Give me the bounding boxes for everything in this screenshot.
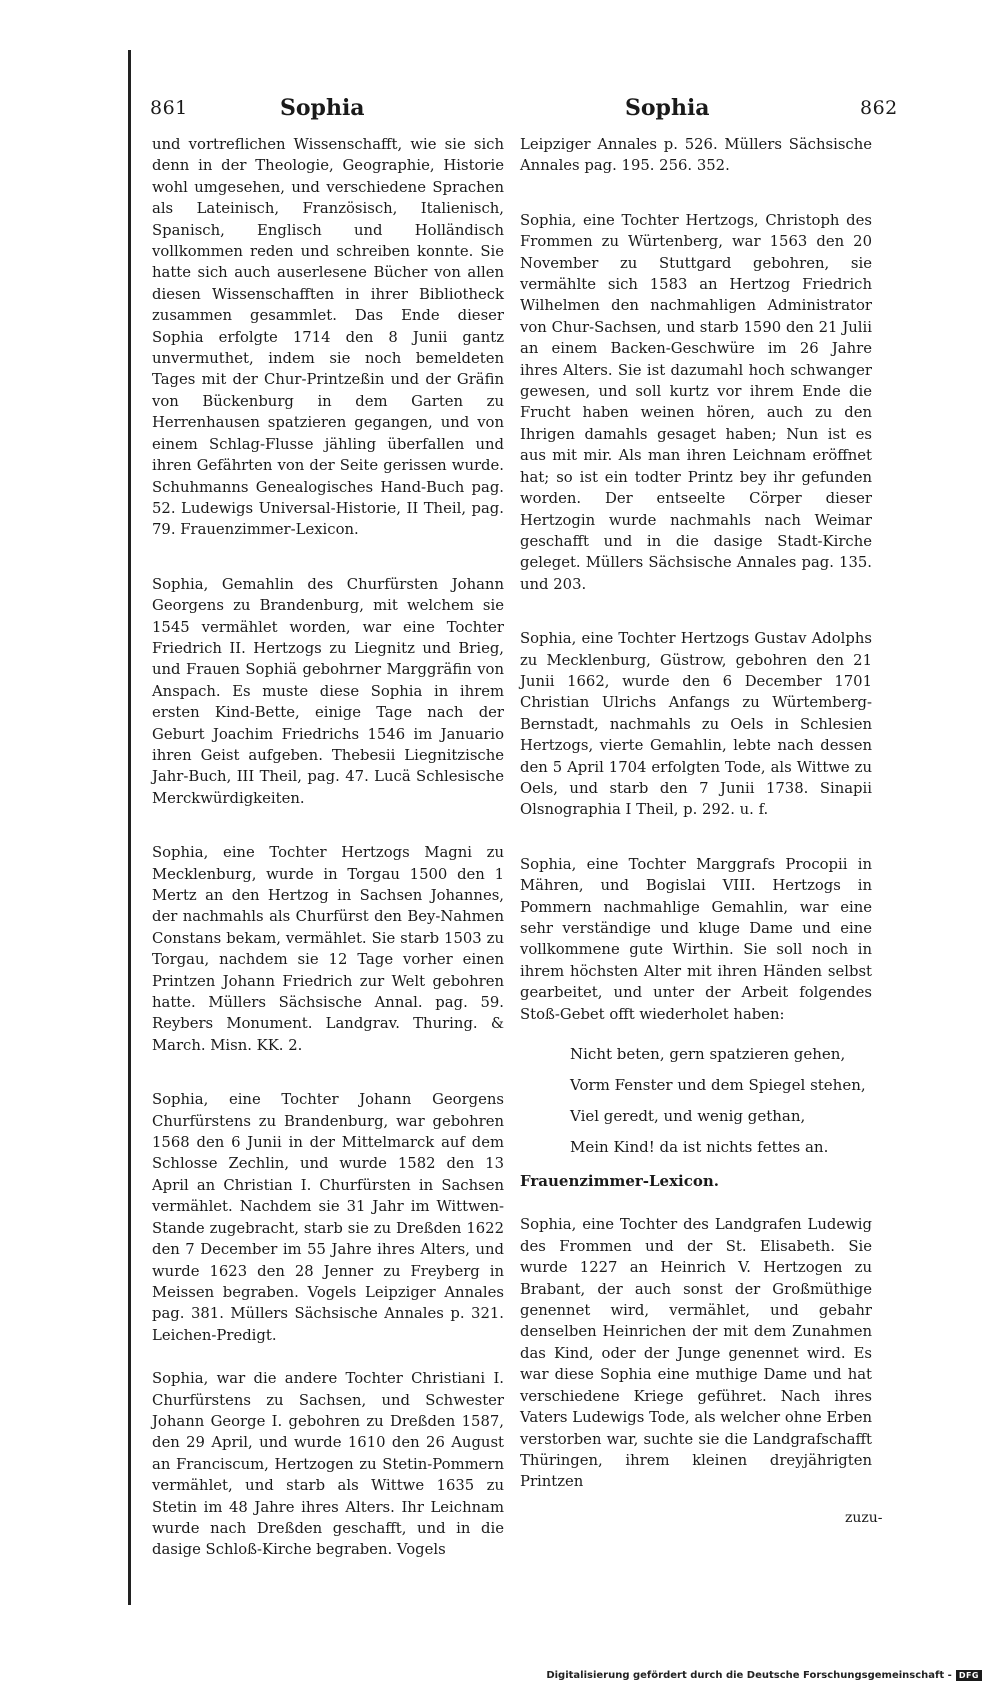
verse-line: Nicht beten, gern spatzieren gehen, — [570, 1045, 846, 1064]
entry-paragraph: und vortreflichen Wissenschafft, wie sie sich denn in der Theologie, Geographie, Historie wohl umgesehen, und verschiedene Sprachen als Lateinisch, Französisch, Italienisch, Spanisch, Englisch und Holländisch vollkommen reden und schreiben konnte. Sie hatte sich auch auserlesene Bücher von allen diesen Wissenschafften in ihrer Bibliotheck zusammen gesammlet. Das Ende dieser Sophia erfolgte 1714 den 8 Junii gantz unvermuthet, indem sie noch bemeldeten Tages mit der Chur-Printzeßin und der Gräfin von Bückenburg in dem Garten zu Herrenhausen spatzieren gegangen, und von einem Schlag-Flusse jähling überfallen und ihren Gefährten von der Seite gerissen wurde. Schuhmanns Genealogisches Hand-Buch pag. 52. Ludewigs Universal-Historie, II Theil, pag. 79. Frauenzimmer-Lexicon. — [152, 136, 504, 539]
verse-block — [520, 1039, 872, 1163]
footer-text: Digitalisierung gefördert durch die Deutsche Forschungsgemeinschaft - — [546, 1670, 952, 1681]
verse-line: Vorm Fenster und dem Spiegel stehen, — [570, 1076, 866, 1095]
entry-paragraph: Sophia, eine Tochter des Landgrafen Ludewig des Frommen und der St. Elisabeth. Sie wurde 1227 an Heinrich V. Hertzogen zu Brabant, der auch sonst der Großmüthige genennet wird, vermählet, und gebahr denselben Heinrichen der mit dem Zunahmen das Kind, oder der Junge genennet wird. Es war diese Sophia eine muthige Dame und hat verschiedene Kriege geführet. Nach ihres Vaters Ludewigs Tode, als welcher ohne Erben verstorben war, suchte sie die Landgrafschafft Thüringen, ihrem kleinen dreyjährigten Printzen — [520, 1216, 872, 1491]
catchword: zuzu- — [845, 1510, 883, 1526]
running-head-right: Sophia — [625, 95, 710, 121]
right-column — [520, 134, 872, 1493]
entry-paragraph: Leipziger Annales p. 526. Müllers Sächsische Annales pag. 195. 256. 352. — [520, 136, 872, 175]
digitization-footer — [546, 1670, 982, 1681]
entry-paragraph: Sophia, eine Tochter Hertzogs Magni zu Mecklenburg, wurde in Torgau 1500 den 1 Mertz an den Hertzog in Sachsen Johannes, der nachmahls als Churfürst den Bey-Nahmen Constans bekam, vermählet. Sie starb 1503 zu Torgau, nachdem sie 12 Tage vorher einen Printzen Johann Friedrich zur Welt gebohren hatte. Müllers Sächsische Annal. pag. 59. Reybers Monument. Landgrav. Thuring. & March. Misn. KK. 2. — [152, 844, 504, 1054]
entry-paragraph: Sophia, eine Tochter Hertzogs Gustav Adolphs zu Mecklenburg, Güstrow, gebohren den 21 Junii 1662, wurde den 6 December 1701 Christian Ulrichs Anfangs zu Würtemberg-Bernstadt, nachmahls zu Oels in Schlesien Hertzogs, vierte Gemahlin, lebte nach dessen den 5 April 1704 erfolgten Tode, als Wittwe zu Oels, und starb den 7 Junii 1738. Sinapii Olsnographia I Theil, p. 292. u. f. — [520, 630, 872, 819]
entry-paragraph: Sophia, Gemahlin des Churfürsten Johann Georgens zu Brandenburg, mit welchem sie 1545 vermählet worden, war eine Tochter Friedrich II. Hertzogs zu Liegnitz und Brieg, und Frauen Sophiä gebohrner Marggräfin von Anspach. Es muste diese Sophia in ihrem ersten Kind-Bette, einige Tage nach der Geburt Joachim Friedrichs 1546 im Januario ihren Geist aufgeben. Thebesii Liegnitzische Jahr-Buch, III Theil, pag. 47. Lucä Schlesische Merckwürdigkeiten. — [152, 575, 504, 807]
page-number-right: 862 — [860, 97, 898, 119]
running-head-left: Sophia — [280, 95, 365, 121]
entry-paragraph: Sophia, eine Tochter Hertzogs, Christoph des Frommen zu Würtenberg, war 1563 den 20 November zu Stuttgard gebohren, sie vermählte sich 1583 an Hertzog Friedrich Wilhelmen den nachmahligen Administrator von Chur-Sachsen, und starb 1590 den 21 Julii an einem Backen-Geschwüre im 26 Jahre ihres Alters. Sie ist dazumahl hoch schwanger gewesen, und soll kurtz vor ihrem Ende die Frucht haben weinen hören, auch zu den Ihrigen damahls gesaget haben; Nun ist es aus mit mir. Als man ihren Leichnam eröffnet hat; so ist ein todter Printz bey ihr gefunden worden. Der entseelte Cörper dieser Hertzogin wurde nachmahls nach Weimar geschafft und in die dasige Stadt-Kirche geleget. Müllers Sächsische Annales pag. 135. und 203. — [520, 211, 872, 593]
page-number-left: 861 — [150, 97, 188, 119]
entry-paragraph: Sophia, eine Tochter Johann Georgens Churfürstens zu Brandenburg, war gebohren 1568 den 6 Junii in der Mittelmarck auf dem Schlosse Zechlin, und wurde 1582 den 13 April an Christian I. Churfürsten in Sachsen vermählet. Nachdem sie 31 Jahr im Wittwen-Stande zugebracht, starb sie zu Dreßden 1622 den 7 December im 55 Jahre ihres Alters, und wurde 1623 den 28 Jenner zu Freyberg in Meissen begraben. Vogels Leipziger Annales pag. 381. Müllers Sächsische Annales p. 321. Leichen-Predigt. — [152, 1091, 504, 1344]
left-column — [152, 134, 504, 1561]
dfg-logo-icon: DFG — [956, 1670, 982, 1681]
verse-source: Frauenzimmer-Lexicon. — [520, 1172, 719, 1191]
entry-paragraph: Sophia, war die andere Tochter Christiani I. Churfürstens zu Sachsen, und Schwester Johann George I. gebohren zu Dreßden 1587, den 29 April, und wurde 1610 den 26 August an Franciscum, Hertzogen zu Stetin-Pommern vermählet, und starb als Wittwe 1635 zu Stetin im 48 Jahre ihres Alters. Ihr Leichnam wurde nach Dreßden geschafft, und in die dasige Schloß-Kirche begraben. Vogels — [152, 1370, 504, 1559]
entry-paragraph: Sophia, eine Tochter Marggrafs Procopii in Mähren, und Bogislai VIII. Hertzogs in Pommern nachmahlige Gemahlin, war eine sehr verständige und kluge Dame und eine vollkommene gute Wirthin. Sie soll noch in ihrem höchsten Alter mit ihren Händen selbst gearbeitet, und unter der Arbeit folgendes Stoß-Gebet offt wiederholet haben: — [520, 855, 872, 1023]
verse-line: Mein Kind! da ist nichts fettes an. — [570, 1138, 829, 1157]
margin-rule — [128, 50, 131, 1605]
verse-line: Viel geredt, und wenig gethan, — [570, 1107, 806, 1126]
